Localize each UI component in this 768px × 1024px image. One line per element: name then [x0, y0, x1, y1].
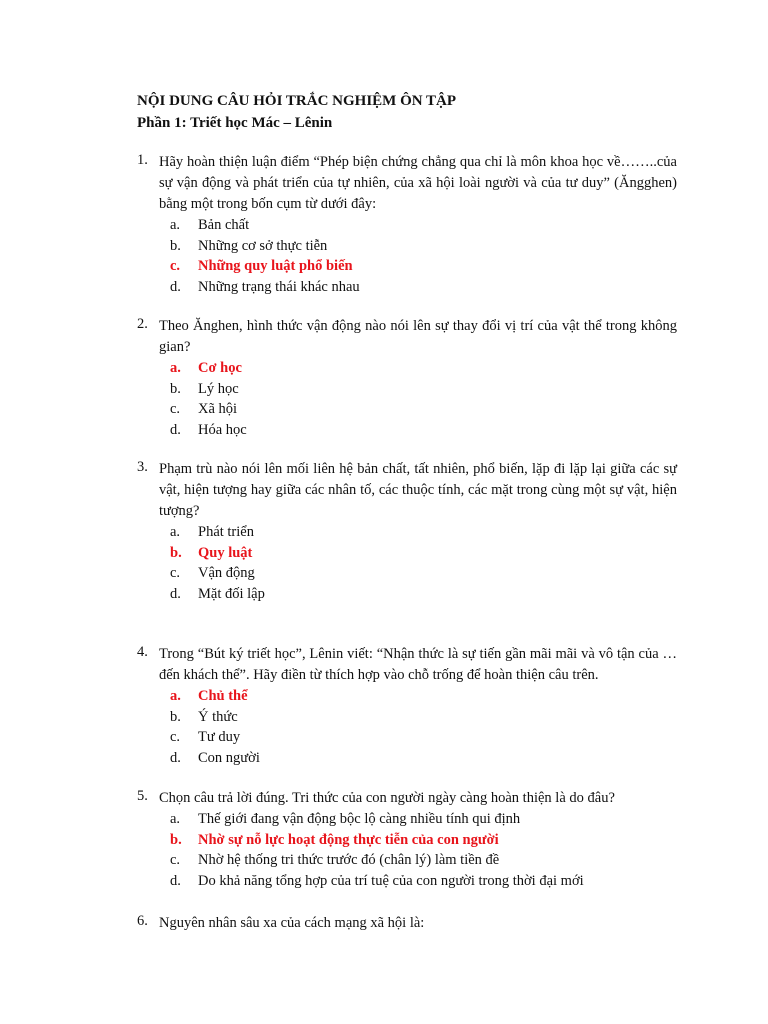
option-letter: b. — [170, 831, 182, 848]
option-c — [170, 727, 677, 748]
option-d — [170, 584, 677, 605]
option-letter: d. — [170, 750, 181, 767]
question-2 — [137, 316, 677, 441]
option-list — [170, 686, 677, 769]
option-d — [170, 277, 677, 298]
question-text: Nguyên nhân sâu xa của cách mạng xã hội là: — [159, 915, 425, 931]
option-letter: d. — [170, 279, 181, 296]
question-1 — [137, 152, 677, 298]
option-text: Chủ thể — [198, 688, 248, 704]
option-c — [170, 563, 677, 584]
option-letter: c. — [170, 401, 181, 418]
option-a-correct — [170, 358, 677, 379]
option-text: Mặt đối lập — [198, 586, 265, 603]
option-letter: a. — [170, 688, 181, 704]
question-4 — [137, 644, 677, 769]
option-letter: b. — [170, 708, 181, 725]
option-text: Phát triển — [198, 524, 254, 540]
question-text: Hãy hoàn thiện luận điểm “Phép biện chứng chẳng qua chỉ là môn khoa học về……..của sự vận động và phát triển của tự nhiên, của xã hội loài người và của tư duy” (Ăngghen) bằng một trong bốn cụm từ dưới đây: — [159, 154, 677, 212]
document-subtitle: Phần 1: Triết học Mác – Lênin — [137, 115, 333, 131]
question-number: 4. — [137, 644, 148, 660]
option-letter: c. — [170, 258, 181, 275]
option-letter: a. — [170, 811, 181, 827]
question-number: 1. — [137, 152, 148, 168]
option-text: Tư duy — [198, 729, 241, 746]
option-b-correct — [170, 543, 677, 564]
option-b — [170, 379, 677, 400]
option-c — [170, 850, 677, 871]
option-text: Xã hội — [198, 401, 238, 418]
option-letter: a. — [170, 217, 181, 233]
question-number: 3. — [137, 459, 148, 475]
option-text: Những cơ sở thực tiễn — [198, 237, 328, 254]
document-title: NỘI DUNG CÂU HỎI TRẮC NGHIỆM ÔN TẬP — [137, 93, 457, 109]
option-text: Vận động — [198, 565, 255, 582]
question-text: Chọn câu trả lời đúng. Tri thức của con người ngày càng hoàn thiện là do đâu? — [159, 790, 615, 806]
option-text: Ý thức — [198, 708, 238, 725]
option-b-correct — [170, 830, 677, 851]
option-c-correct — [170, 256, 677, 277]
option-text: Nhờ hệ thống tri thức trước đó (chân lý) làm tiền đề — [198, 852, 500, 869]
option-list — [170, 809, 677, 892]
option-list — [170, 522, 677, 605]
option-text: Những trạng thái khác nhau — [198, 279, 360, 296]
option-a — [170, 215, 677, 236]
option-letter: d. — [170, 586, 181, 603]
option-list — [170, 215, 677, 298]
option-letter: c. — [170, 852, 181, 869]
option-text: Cơ học — [198, 360, 242, 376]
option-letter: b. — [170, 544, 182, 561]
option-list — [170, 358, 677, 441]
question-5 — [137, 788, 677, 892]
option-b — [170, 707, 677, 728]
option-letter: d. — [170, 422, 181, 439]
option-text: Con người — [198, 750, 260, 767]
option-b — [170, 236, 677, 257]
option-letter: d. — [170, 873, 181, 890]
question-6 — [137, 913, 677, 934]
option-text: Lý học — [198, 380, 239, 397]
option-text: Thế giới đang vận động bộc lộ càng nhiều tính qui định — [198, 811, 521, 827]
option-letter: a. — [170, 360, 181, 376]
question-text: Phạm trù nào nói lên mối liên hệ bản chất, tất nhiên, phổ biến, lặp đi lặp lại giữa các sự vật, hiện tượng hay giữa các nhân tố, các thuộc tính, các mặt trong cùng một sự vật, hiện tượng? — [159, 461, 677, 519]
option-letter: c. — [170, 565, 181, 582]
option-text: Quy luật — [198, 544, 253, 561]
question-number: 6. — [137, 913, 148, 929]
option-letter: a. — [170, 524, 181, 540]
question-text: Trong “Bút ký triết học”, Lênin viết: “Nhận thức là sự tiến gần mãi mãi và vô tận của … đến khách thể”. Hãy điền từ thích hợp vào chỗ trống để hoàn thiện câu trên. — [159, 646, 677, 683]
option-text: Do khả năng tổng hợp của trí tuệ của con người trong thời đại mới — [198, 873, 584, 890]
question-text: Theo Ănghen, hình thức vận động nào nói lên sự thay đổi vị trí của vật thể trong không gian? — [159, 318, 677, 355]
question-number: 2. — [137, 316, 148, 332]
option-letter: b. — [170, 237, 181, 254]
option-d — [170, 748, 677, 769]
option-letter: c. — [170, 729, 181, 746]
option-text: Nhờ sự nỗ lực hoạt động thực tiễn của con người — [198, 831, 499, 848]
question-3 — [137, 459, 677, 605]
option-letter: b. — [170, 380, 181, 397]
option-a — [170, 809, 677, 830]
option-text: Những quy luật phổ biến — [198, 258, 353, 275]
option-d — [170, 871, 677, 892]
option-c — [170, 399, 677, 420]
option-a — [170, 522, 677, 543]
option-text: Hóa học — [198, 422, 247, 439]
option-a-correct — [170, 686, 677, 707]
question-number: 5. — [137, 788, 148, 804]
option-text: Bản chất — [198, 217, 250, 233]
option-d — [170, 420, 677, 441]
